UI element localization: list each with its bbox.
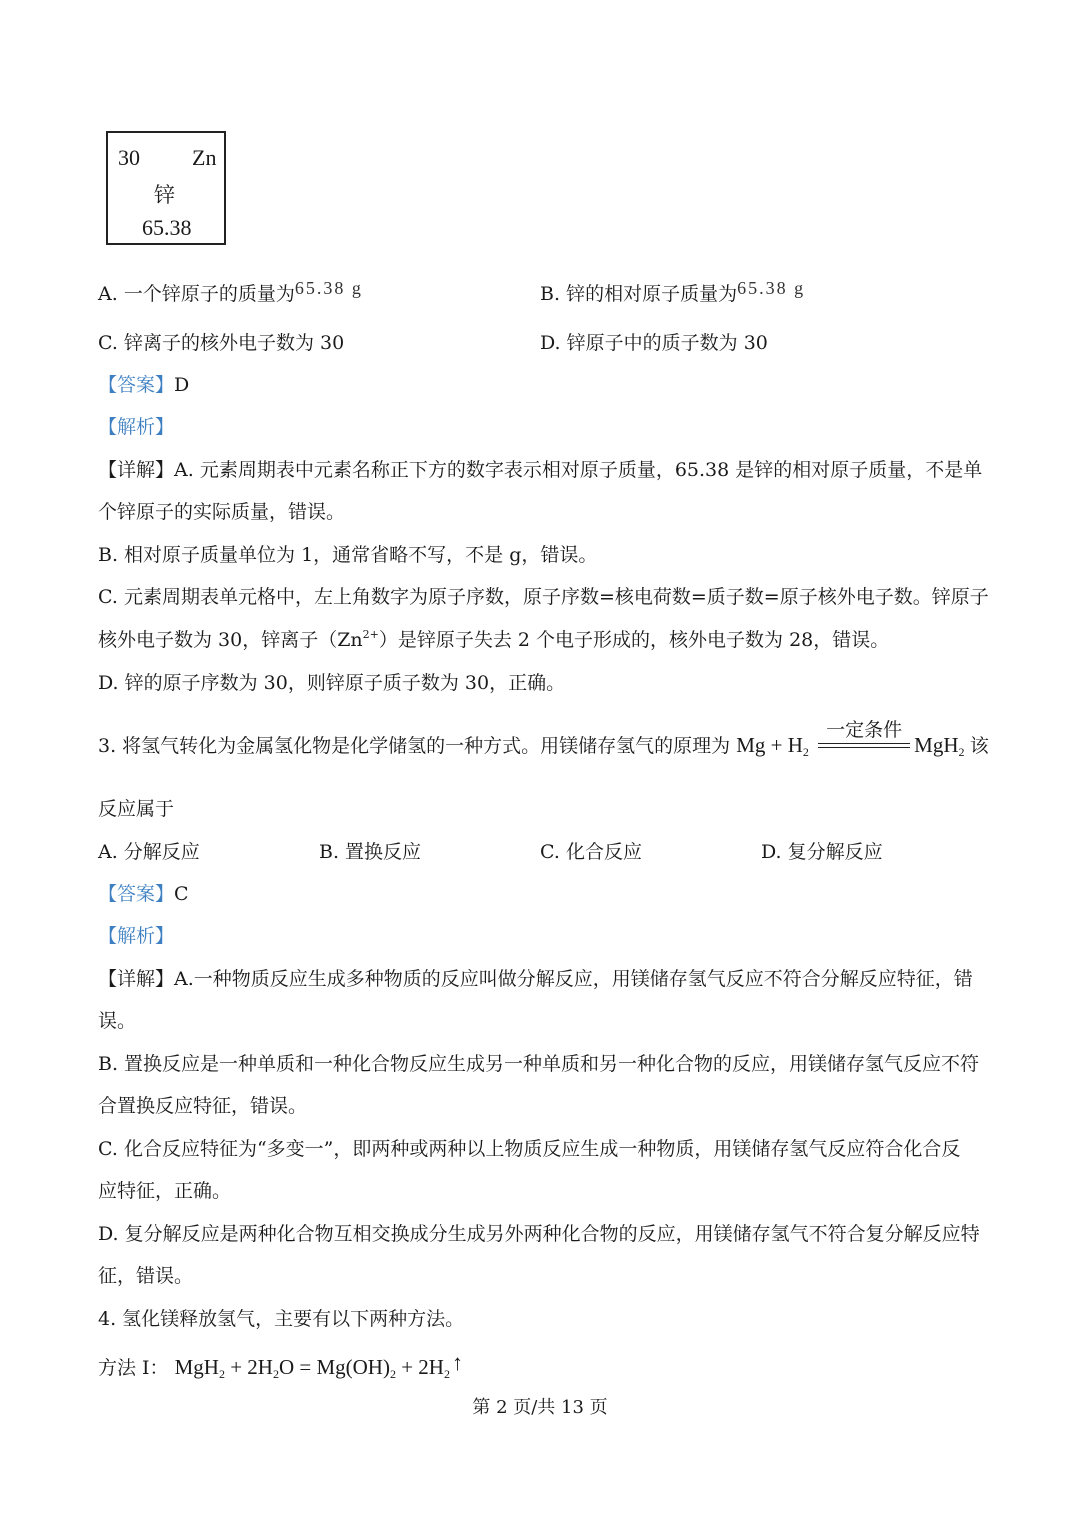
eq-term-1: MgH [174, 1355, 219, 1379]
answer-tag: 【答案】 [98, 374, 175, 396]
detail-tag: 【详解】 [98, 968, 175, 990]
eq-term-4: + 2H [395, 1355, 444, 1379]
option-a-label: A. [98, 283, 118, 305]
q2-detail-b1: B. 相对原子质量单位为 1，通常省略不写，不是 g，错误。 [98, 544, 598, 566]
q3-stem-2: 反应属于 [98, 798, 175, 820]
q4-stem: 4. 氢化镁释放氢气，主要有以下两种方法。 [98, 1308, 465, 1330]
eq-line-top [818, 743, 910, 744]
answer-value: D [174, 374, 190, 396]
eq-sub-2: 2 [272, 1367, 279, 1381]
element-name: 锌 [154, 183, 175, 207]
q3-detail-c1: C. 化合反应特征为“多变一”，即两种或两种以上物质反应生成一种物质，用镁储存氢气反应符合化合反 [98, 1138, 961, 1160]
ion-charge: 2+ [362, 628, 379, 641]
option-a-value: 65.38 g [294, 278, 363, 298]
q3-detail-b2: 合置换反应特征，错误。 [98, 1095, 308, 1117]
eq-line-bottom [818, 747, 910, 748]
q3-stem-post: 该 [969, 735, 989, 757]
detail-tag: 【详解】 [98, 459, 175, 481]
detail-text: A. 元素周期表中元素名称正下方的数字表示相对原子质量，65.38 是锌的相对原子质量，不是单 [174, 459, 983, 481]
q4-method-1 [98, 1350, 463, 1381]
option-c [98, 331, 344, 355]
eq-term-2: + 2H [224, 1355, 273, 1379]
q2-analysis-tag: 【解析】 [98, 416, 175, 438]
q3-detail-c2: 应特征，正确。 [98, 1180, 232, 1202]
option-d [540, 331, 768, 355]
gas-up-arrow-icon: ↑ [451, 1350, 463, 1375]
eq-left: Mg + H [736, 733, 803, 757]
q3-answer [98, 882, 189, 906]
q3-option-b: B. 置换反应 [319, 841, 422, 863]
detail-c2-pre: 核外电子数为 30，锌离子（Zn [98, 629, 363, 651]
reaction-condition-arrow [818, 719, 910, 757]
eq-sub-4: 2 [443, 1367, 450, 1381]
option-a [98, 278, 363, 306]
answer-value: C [174, 883, 189, 905]
q2-detail-c2 [98, 628, 889, 652]
q3-detail-d1: D. 复分解反应是两种化合物互相交换成分生成另外两种化合物的反应，用镁储存氢气不符合复分解反应特 [98, 1223, 980, 1245]
q3-stem [98, 719, 989, 759]
option-b [540, 278, 806, 306]
q3-option-d: D. 复分解反应 [761, 841, 883, 863]
q3-detail-b1: B. 置换反应是一种单质和一种化合物反应生成另一种单质和另一种化合物的反应，用镁储存氢气反应不符 [98, 1053, 980, 1075]
eq-condition: 一定条件 [826, 719, 903, 741]
eq-sub-3: 2 [389, 1367, 396, 1381]
q3-detail-a1 [98, 967, 973, 991]
atomic-number: 30 [118, 145, 140, 170]
q2-answer [98, 373, 189, 397]
method-1-label: 方法 I： [98, 1357, 169, 1379]
option-c-text: 锌离子的核外电子数为 30 [123, 332, 345, 354]
option-b-value: 65.38 g [737, 278, 806, 298]
method-1-equation [174, 1350, 463, 1381]
q3-option-a: A. 分解反应 [98, 841, 200, 863]
option-a-text: 一个锌原子的质量为 [123, 283, 295, 305]
page-footer: 第 2 页/共 13 页 [472, 1397, 608, 1418]
detail-text: A.一种物质反应生成多种物质的反应叫做分解反应，用镁储存氢气反应不符合分解反应特征，错 [174, 968, 973, 990]
eq-sub-1: 2 [218, 1367, 225, 1381]
q3-detail-d2: 征，错误。 [98, 1265, 194, 1287]
element-cell-zinc [106, 131, 226, 245]
q3-equation [736, 719, 970, 759]
q3-analysis-tag: 【解析】 [98, 925, 175, 947]
q3-option-c: C. 化合反应 [540, 841, 642, 863]
answer-tag: 【答案】 [98, 883, 175, 905]
q3-stem-pre: 3. 将氢气转化为金属氢化物是化学储氢的一种方式。用镁储存氢气的原理为 [98, 735, 731, 757]
q2-detail-a2: 个锌原子的实际质量，错误。 [98, 501, 346, 523]
eq-right-sub: 2 [958, 745, 965, 759]
eq-left-sub: 2 [802, 745, 809, 759]
q3-detail-a2: 误。 [98, 1010, 137, 1032]
q2-detail-d1: D. 锌的原子序数为 30，则锌原子质子数为 30，正确。 [98, 672, 566, 694]
eq-right: MgH [914, 733, 959, 757]
element-symbol: Zn [192, 145, 217, 170]
q2-detail-c1: C. 元素周期表单元格中，左上角数字为原子序数，原子序数=核电荷数=质子数=原子核外电子数。锌原子 [98, 586, 989, 608]
option-d-label: D. [540, 332, 561, 354]
q2-detail-a1 [98, 458, 982, 482]
atomic-mass: 65.38 [142, 215, 192, 240]
option-b-text: 锌的相对原子质量为 [566, 283, 738, 305]
option-d-text: 锌原子中的质子数为 30 [566, 332, 768, 354]
option-c-label: C. [98, 332, 118, 354]
eq-term-3: O = Mg(OH) [278, 1355, 390, 1379]
option-b-label: B. [540, 283, 561, 305]
detail-c2-post: ）是锌原子失去 2 个电子形成的，核外电子数为 28，错误。 [378, 629, 890, 651]
